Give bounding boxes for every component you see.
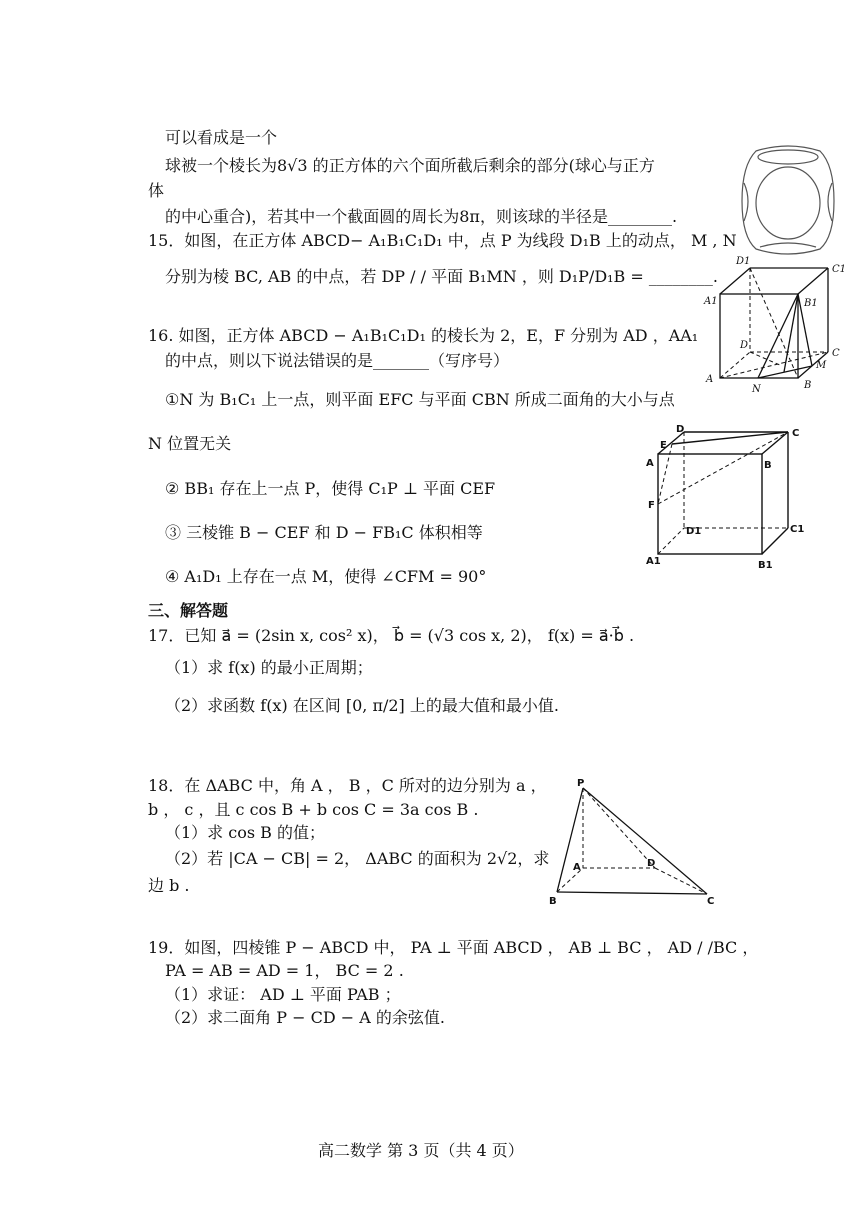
q16-line-2: 的中点，则以下说法错误的是_______（写序号） bbox=[165, 351, 510, 370]
q18-line-4: （2）若 |CA − CB| = 2， ΔABC 的面积为 2√2，求 bbox=[165, 849, 550, 868]
label-D1: D1 bbox=[686, 526, 702, 537]
q14-line-3: 体 bbox=[148, 181, 165, 200]
label-C: C bbox=[832, 348, 840, 359]
truncated-sphere-figure bbox=[736, 143, 840, 257]
q19-line-4: （2）求二面角 P − CD − A 的余弦值. bbox=[165, 1008, 445, 1027]
label-B: B bbox=[549, 896, 557, 907]
q17-line-2: （1）求 f(x) 的最小正周期； bbox=[165, 658, 373, 677]
q18-line-2: b ， c ，且 c cos B + b cos C = 3a cos B . bbox=[148, 800, 479, 819]
label-A1: A1 bbox=[704, 296, 718, 307]
label-E: E bbox=[660, 440, 667, 451]
label-D1: D1 bbox=[736, 256, 751, 267]
label-C: C bbox=[707, 896, 715, 907]
q19-line-3: （1）求证： AD ⊥ 平面 PAB ； bbox=[165, 985, 401, 1004]
q17-line-3: （2）求函数 f(x) 在区间 [0, π/2] 上的最大值和最小值. bbox=[165, 696, 559, 715]
q16-option-1b: N 位置无关 bbox=[148, 434, 232, 453]
q18-line-5: 边 b . bbox=[148, 876, 190, 895]
q18-line-3: （1）求 cos B 的值； bbox=[165, 823, 326, 842]
label-B: B bbox=[764, 460, 772, 471]
label-C1: C1 bbox=[832, 264, 847, 275]
q17-line-1: 17．已知 a⃗ = (2sin x, cos² x)， b⃗ = (√3 cos x, 2)， f(x) = a⃗·b⃗ . bbox=[148, 626, 635, 645]
q14-line-4: 的中心重合)，若其中一个截面圆的周长为8π，则该球的半径是________. bbox=[165, 207, 678, 226]
label-N: N bbox=[752, 384, 761, 394]
q19-line-1: 19．如图，四棱锥 P − ABCD 中， PA ⊥ 平面 ABCD ， AB ⊥ BC ， AD / /BC ， bbox=[148, 938, 759, 957]
q16-line-1: 16. 如图，正方体 ABCD − A₁B₁C₁D₁ 的棱长为 2，E，F 分别为 AD ，AA₁ bbox=[148, 326, 699, 345]
label-C1: C1 bbox=[790, 524, 805, 535]
q15-line-2: 分别为棱 BC, AB 的中点，若 DP / / 平面 B₁MN ，则 D₁P/D₁B = ________. bbox=[165, 267, 718, 286]
q15-line-1: 15．如图，在正方体 ABCD− A₁B₁C₁D₁ 中，点 P 为线段 D₁B 上的动点， M , N bbox=[148, 231, 737, 250]
label-D: D bbox=[676, 424, 685, 435]
q14-line-2: 球被一个棱长为8√3 的正方体的六个面所截后剩余的部分(球心与正方 bbox=[165, 156, 655, 175]
label-P: P bbox=[577, 778, 585, 789]
label-M: M bbox=[816, 360, 827, 371]
q16-option-2: ② BB₁ 存在上一点 P，使得 C₁P ⊥ 平面 CEF bbox=[165, 479, 496, 498]
label-B1: B1 bbox=[804, 298, 818, 309]
label-B1: B1 bbox=[758, 560, 773, 571]
label-F: F bbox=[648, 500, 655, 511]
q16-option-4: ④ A₁D₁ 上存在一点 M，使得 ∠CFM = 90° bbox=[165, 567, 487, 586]
cube-figure-q15 bbox=[700, 254, 850, 394]
pyramid-figure bbox=[545, 778, 725, 908]
label-A: A bbox=[573, 862, 581, 873]
label-C: C bbox=[792, 428, 800, 439]
cube-figure-q16 bbox=[640, 422, 820, 572]
q19-line-2: PA = AB = AD = 1， BC = 2 . bbox=[165, 961, 404, 980]
q18-line-1: 18．在 ΔABC 中，角 A ， B ，C 所对的边分别为 a ， bbox=[148, 776, 547, 795]
label-B: B bbox=[804, 380, 812, 391]
label-A1: A1 bbox=[646, 556, 661, 567]
label-D: D bbox=[647, 858, 656, 869]
label-A: A bbox=[646, 458, 654, 469]
label-D: D bbox=[740, 340, 749, 351]
label-A: A bbox=[706, 374, 714, 385]
page-footer: 高二数学 第 3 页（共 4 页） bbox=[318, 1141, 524, 1160]
q14-line-1: 可以看成是一个 bbox=[165, 128, 278, 147]
q16-option-1a: ①N 为 B₁C₁ 上一点，则平面 EFC 与平面 CBN 所成二面角的大小与点 bbox=[165, 390, 675, 409]
section-heading: 三、解答题 bbox=[148, 601, 229, 620]
q16-option-3: ③ 三棱锥 B − CEF 和 D − FB₁C 体积相等 bbox=[165, 523, 483, 542]
